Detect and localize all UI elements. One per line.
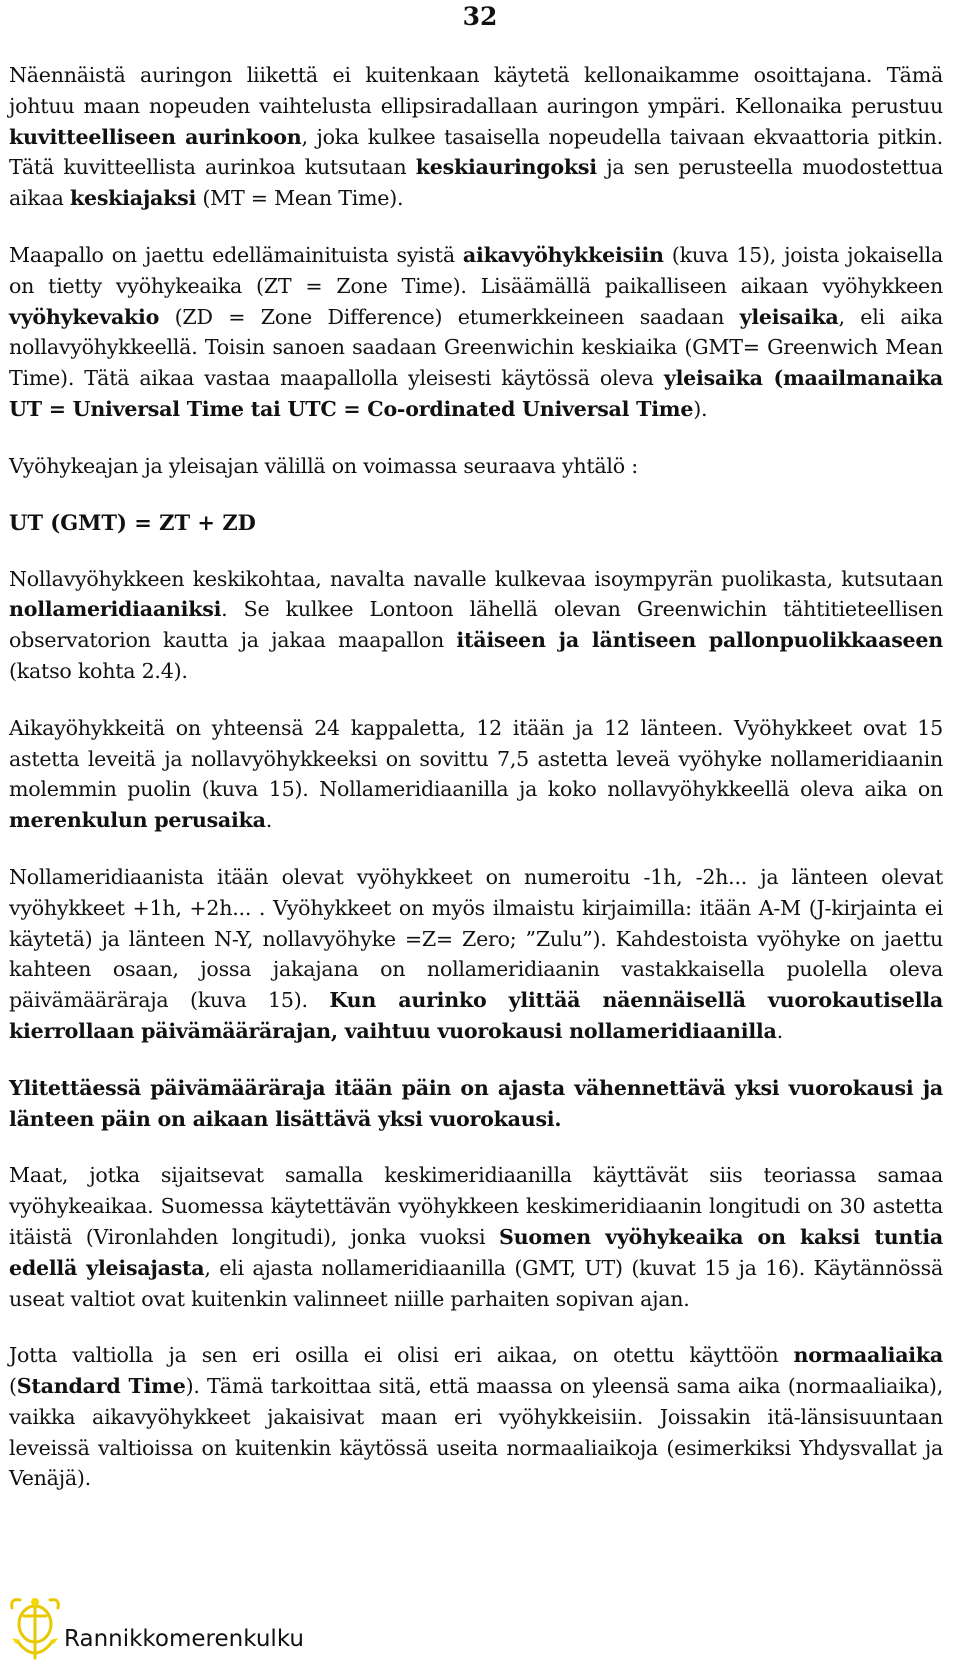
footer (6, 1594, 606, 1666)
text-run: ). (693, 396, 708, 421)
bold-term: normaaliaika (793, 1343, 943, 1368)
text-run: Vyöhykeajan ja yleisajan välillä on voimassa seuraava yhtälö : (9, 453, 638, 478)
bold-term: itäiseen ja läntiseen pallonpuolikkaaseen (456, 628, 943, 653)
text-run: Jotta valtiolla ja sen eri osilla ei olisi eri aikaa, on otettu käyttöön (9, 1343, 794, 1368)
paragraph-prime-meridian (9, 564, 943, 687)
paragraph-equation-intro (9, 451, 943, 482)
bold-term: nollameridiaaniksi (9, 597, 222, 622)
text-run: ja sen perusteella muodostettua aikaa (9, 155, 943, 211)
bold-term: kuvitteelliseen aurinkoon (9, 124, 302, 149)
document-body (9, 60, 943, 1520)
text-run: , eli aika nollavyöhykkeellä. Toisin sanoen saadaan Greenwichin keskiaika (GMT= Greenwich Mean Time). Tätä aikaa vastaa maapallolla yleisesti käytössä oleva (9, 304, 944, 391)
bold-term: Suomen vyöhykeaika on kaksi tuntia edellä yleisajasta (9, 1224, 943, 1280)
bold-term: keskiajaksi (69, 186, 197, 211)
text-run: (MT = Mean Time). (196, 186, 404, 211)
text-run: (kuva 15), joista jokaisella on tietty vyöhykeaika (ZT = Zone Time). Lisäämällä paikalliseen aikaan vyöhykkeen (9, 242, 944, 298)
paragraph-finland-zone (9, 1160, 943, 1314)
paragraph-mean-time (9, 60, 943, 214)
paragraph-standard-time (9, 1340, 943, 1494)
paragraph-date-line-rule (9, 1073, 943, 1135)
text-run: , joka kulkee tasaisella nopeudella taivaan ekvaattoria pitkin. Tätä kuvitteellista aurinkoa kutsutaan (9, 124, 943, 180)
text-run: . Se kulkee Lontoon lähellä olevan Greenwichin tähtitieteellisen observatorion kautta ja jakaa maapallon (9, 597, 943, 653)
text-run: (katso kohta 2.4). (9, 658, 188, 683)
page-number: 32 (462, 2, 498, 31)
text-run: Aikayöhykkeitä on yhteensä 24 kappaletta, 12 itään ja 12 länteen. Vyöhykkeet ovat 15 astetta leveitä ja nollavyöhykkeeksi on sovittu 7,5 astetta leveä vyöhyke nollameridiaanin molemmin puolin (kuva 15). Nollameridiaanilla ja koko nollavyöhykkeellä oleva aika on (9, 715, 943, 802)
text-run: . (265, 808, 272, 833)
paragraph-zone-count (9, 713, 943, 836)
bold-term: aikavyöhykkeisiin (462, 242, 664, 267)
text-run: Nollavyöhykkeen keskikohtaa, navalta navalle kulkevaa isoympyrän puolikasta, kutsutaan (9, 566, 943, 591)
footer-brand: Rannikkomerenkulku (64, 1626, 305, 1652)
bold-term: Standard Time (16, 1374, 186, 1399)
bold-term: Ylitettäessä päivämääräraja itään päin on ajasta vähennettävä yksi vuorokausi ja länteen päin on aikaan lisättävä yksi vuorokausi. (9, 1075, 943, 1131)
paragraph-zone-numbering (9, 862, 943, 1047)
text-run: Maapallo on jaettu edellämainituista syistä (9, 242, 463, 267)
bold-term: Kun aurinko ylittää näennäisellä vuorokautisella kierrollaan päivämäärärajan, vaihtuu vuorokausi nollameridiaanilla (9, 988, 944, 1043)
text-run: (ZD = Zone Difference) etumerkkeineen saadaan (159, 304, 740, 329)
time-equation: UT (GMT) = ZT + ZD (9, 509, 256, 535)
text-run: Näennäistä auringon liikettä ei kuitenkaan käytetä kellonaikamme osoittajana. Tämä johtuu maan nopeuden vaihtelusta ellipsiradallaan auringon ympäri. Kellonaika perustuu (9, 63, 943, 118)
text-run: . (776, 1018, 783, 1043)
bold-term: yleisaika (739, 304, 839, 329)
navy-anchor-emblem-icon (6, 1594, 64, 1666)
text-run: Maat, jotka sijaitsevat samalla keskimeridiaanilla käyttävät siis teoriassa samaa vyöhykeaikaa. Suomessa käytettävän vyöhykkeen keskimeridiaanin longitudi on 30 astetta itäistä (Vironlahden longitudi), jonka vuoksi (9, 1163, 943, 1249)
text-run: ( (9, 1374, 17, 1399)
paragraph-time-zones (9, 240, 943, 425)
text-run: , eli ajasta nollameridiaanilla (GMT, UT) (kuvat 15 ja 16). Käytännössä useat valtiot ovat kuitenkin valinneet niille parhaiten sopivan ajan. (9, 1255, 943, 1311)
bold-term: merenkulun perusaika (9, 808, 266, 833)
text-run: Nollameridiaanista itään olevat vyöhykkeet on numeroitu -1h, -2h... ja länteen olevat vyöhykkeet +1h, +2h... . Vyöhykkeet on myös ilmaistu kirjaimilla: itään A-M (J-kirjainta ei käytetä) ja länteen N-Y, nollavyöhyke =Z= Zero; ”Zulu”). Kahdestoista vyöhyke on jaettu kahteen osaan, jossa jakajana on nollameridiaanin vastakkaisella puolella oleva päivämääräraja (kuva 15). (9, 864, 943, 1013)
text-run: ). Tämä tarkoittaa sitä, että maassa on yleensä sama aika (normaaliaika), vaikka aikavyöhykkeet jakaisivat maan eri vyöhykkeisiin. Joissakin itä-länsisuuntaan leveissä valtioissa on kuitenkin käytössä useita normaaliaikoja (esimerkiksi Yhdysvallat ja Venäjä). (9, 1374, 943, 1491)
bold-term: vyöhykevakio (9, 304, 160, 329)
bold-term: yleisaika (maailmanaika UT = Universal Time tai UTC = Co-ordinated Universal Time (9, 366, 943, 421)
bold-term: keskiauringoksi (415, 155, 597, 180)
